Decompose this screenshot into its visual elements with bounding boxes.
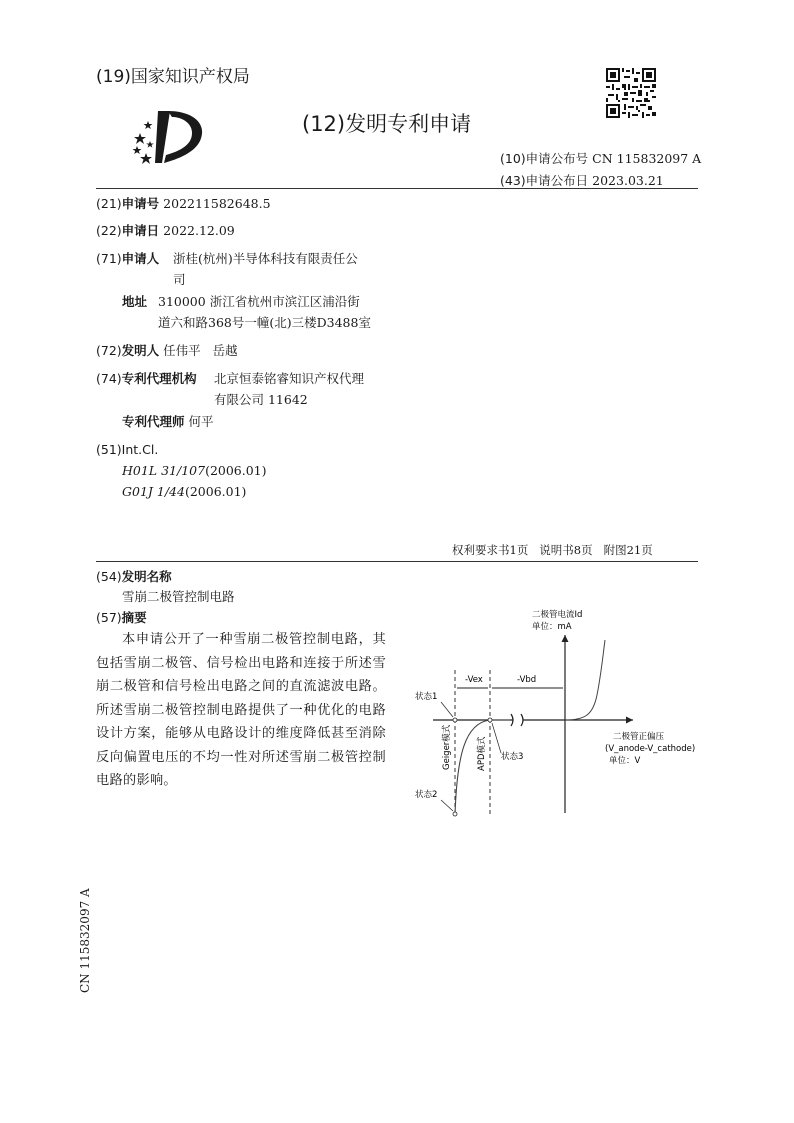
ipc-code: H01L 31/107 [122,463,206,478]
agency-name-line1: 北京恒泰铭睿知识产权代理 [214,371,365,386]
publication-number-row [500,149,701,167]
agent-field [122,411,214,432]
field-code: (54) [96,569,122,584]
inventor-names: 任伟平 岳越 [163,343,238,358]
field-label: 申请人 [121,251,160,266]
state-3-label: 状态3 [501,752,524,762]
field-code: (57) [96,610,122,625]
apd-mode-label: APD模式 [477,736,487,771]
state-3-point [488,718,492,722]
publication-number: CN 115832097 A [592,151,702,166]
page-counts: 权利要求书1页 说明书8页 附图21页 [452,543,653,557]
address-line1: 310000 浙江省杭州市滨江区浦沿街 [158,294,360,309]
office-name: (19)国家知识产权局 [96,67,250,87]
agency-field [96,368,197,389]
ipc-code: G01J 1/44 [122,484,185,499]
iv-curve-figure [405,605,705,820]
publication-number-label: (10)申请公布号 [500,151,589,166]
geiger-mode-label: Geiger模式 [442,724,452,770]
filing-date: 2022.12.09 [163,223,235,238]
publication-date-row [500,171,664,189]
agent-name: 何平 [188,414,214,429]
applicant-name-line2: 司 [173,272,186,287]
field-label: 发明名称 [121,569,172,584]
ipc-class-2 [122,481,246,502]
application-number: 202211582648.5 [163,196,271,211]
y-axis-label: 二极管电流Id [532,610,583,620]
application-number-field [96,193,271,214]
vbd-label: -Vbd [517,675,537,685]
side-publication-number: CN 115832097 A [78,888,92,993]
field-label: 专利代理机构 [121,371,197,386]
publication-date: 2023.03.21 [592,173,664,188]
vex-label: -Vex [465,675,483,685]
x-axis-sub: (V_anode-V_cathode) [605,744,696,754]
field-label: 发明人 [121,343,160,358]
abstract-heading [96,607,147,628]
x-axis-unit: 单位：V [609,756,641,766]
int-cl-field [96,439,158,460]
address-label: 地址 [122,294,148,309]
field-label: 申请日 [121,223,160,238]
ipc-date: (2006.01) [184,484,247,499]
address-line2: 道六和路368号一幢(北)三楼D3488室 [158,315,371,330]
cnipa-logo [128,105,208,169]
applicant-field [96,248,159,269]
agency-name-line2: 有限公司 11642 [214,392,308,407]
document-type: (12)发明专利申请 [302,112,472,136]
title-heading [96,566,172,587]
filing-date-field [96,220,235,241]
header-rule [96,188,698,189]
field-label: 申请号 [121,196,160,211]
inventors-field [96,340,238,361]
field-label: Int.Cl. [121,442,159,457]
field-code: (71) [96,251,122,266]
field-code: (21) [96,196,122,211]
x-axis-label: 二极管正偏压 [613,732,665,742]
state-2-label: 状态2 [415,790,438,800]
forward-bias-curve [565,640,605,720]
field-code: (74) [96,371,122,386]
publication-date-label: (43)申请公布日 [500,173,589,188]
field-label: 专利代理师 [122,414,185,429]
qr-code-icon [606,68,656,118]
applicant-name-line1: 浙桂(杭州)半导体科技有限责任公 [173,251,358,266]
field-code: (72) [96,343,122,358]
section-rule [96,561,698,562]
state-1-label: 状态1 [415,692,438,702]
y-axis-unit: 单位：mA [532,622,572,632]
state-2-point [453,812,457,816]
ipc-class-1 [122,460,267,481]
field-label: 摘要 [121,610,147,625]
field-code: (51) [96,442,122,457]
invention-title: 雪崩二极管控制电路 [122,589,235,604]
ipc-date: (2006.01) [205,463,267,478]
state-1-point [453,718,457,722]
field-code: (22) [96,223,122,238]
abstract-text: 本申请公开了一种雪崩二极管控制电路，其包括雪崩二极管、信号检出电路和连接于所述雪崩二极管和信号检出电路之间的直流滤波电路。所述雪崩二极管控制电路提供了一种优化的电路设计方案，能够从电路设计的维度降低甚至消除反向偏置电压的不均一性对所述雪崩二极管控制电路的影响。 [96,632,386,788]
